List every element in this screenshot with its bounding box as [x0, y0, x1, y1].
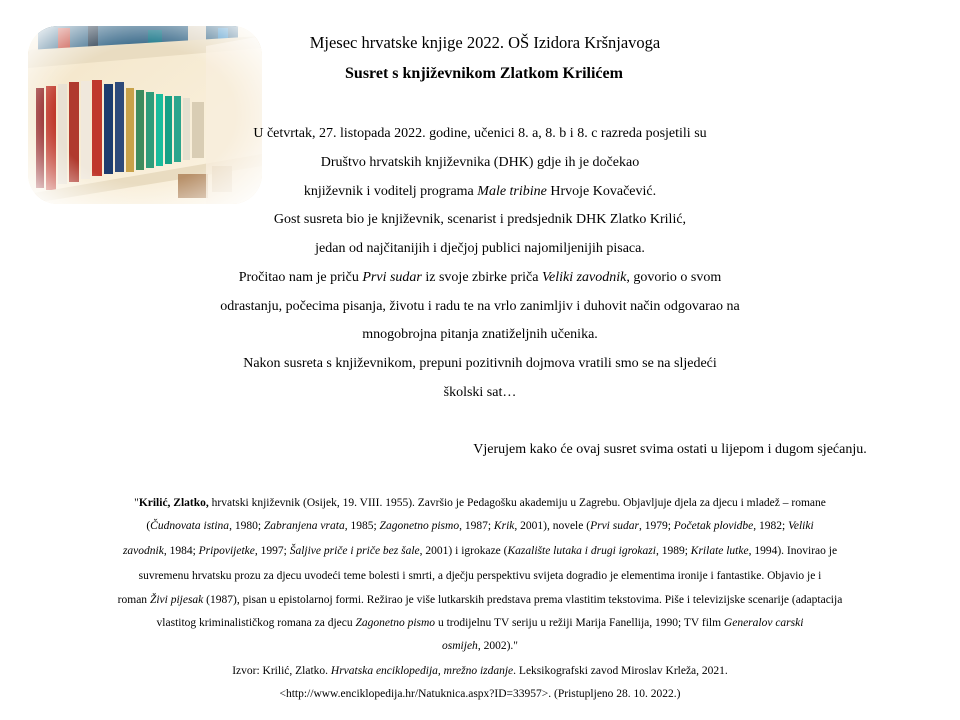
page-title: Mjesec hrvatske knjige 2022. OŠ Izidora Kršnjavoga: [309, 33, 661, 52]
body-line-3: književnik i voditelj programa Male tribine Hrvoje Kovačević.: [303, 184, 657, 199]
body-line-4: Gost susreta bio je književnik, scenarist i predsjednik DHK Zlatko Krilić,: [273, 212, 687, 227]
reference-line-3: zavodnik, 1984; Pripovijetke, 1997; Šaljive priče i priče bez šale, 2001) i igrokaze (Kazalište lutaka i drugi igrokazi, 1989; Krilate lutke, 1994). Inovirao je: [122, 545, 838, 557]
body-line-6: Pročitao nam je priču Prvi sudar iz svoje zbirke priča Veliki zavodnik, govorio o svom: [238, 270, 722, 285]
body-line-9: Nakon susreta s književnikom, prepuni pozitivnih dojmova vratili smo se na sljedeći: [243, 356, 717, 371]
reference-line-1: "Krilić, Zlatko, hrvatski književnik (Osijek, 19. VIII. 1955). Završio je Pedagošku akademiju u Zagrebu. Objavljuje djela za djecu i mladež – romane: [134, 497, 826, 509]
body-line-7: odrastanju, počecima pisanja, životu i radu te na vrlo zanimljiv i duhovit način odgovarao na: [220, 299, 740, 314]
source-line-2: <http://www.enciklopedija.hr/Natuknica.aspx?ID=33957>. (Pristupljeno 28. 10. 2022.): [279, 688, 681, 700]
body-line-10: školski sat…: [443, 385, 517, 400]
reference-line-2: (Čudnovata istina, 1980; Zabranjena vrata, 1985; Zagonetno pismo, 1987; Krik, 2001), novele (Prvi sudar, 1979; Početak plovidbe, 1982; Veliki: [146, 520, 814, 532]
reference-line-7: osmijeh, 2002).": [442, 640, 518, 652]
body-line-5: jedan od najčitanijih i dječjoj publici najomiljenijih pisaca.: [315, 241, 645, 256]
body-line-8: mnogobrojna pitanja znatiželjnih učenika.: [362, 327, 598, 342]
source-line-1: Izvor: Krilić, Zlatko. Hrvatska enciklopedija, mrežno izdanje. Leksikografski zavod Miroslav Krleža, 2021.: [232, 665, 728, 677]
reference-line-4: suvremenu hrvatsku prozu za djecu uvodeći teme bolesti i smrti, a dječju perspektivu svijeta dogradio je elementima ironije i fantastike. Objavio je i: [138, 570, 822, 582]
page-subtitle: Susret s književnikom Zlatkom Krilićem: [345, 65, 623, 82]
body-line-2: Društvo hrvatskih književnika (DHK) gdje ih je dočekao: [320, 155, 640, 170]
reference-line-5: roman Živi pijesak (1987), pisan u epistolarnoj formi. Režirao je više lutkarskih predstava prema vlastitim tekstovima. Piše i televizijske scenarije (adaptacija: [117, 594, 843, 606]
closing-sentence: Vjerujem kako će ovaj susret svima ostati u lijepom i dugom sjećanju.: [473, 442, 867, 457]
reference-line-6: vlastitog kriminalističkog romana za djecu Zagonetno pismo u trodijelnu TV seriju u režiji Marija Fanellija, 1990; TV film Generalov carski: [156, 617, 804, 629]
body-line-1: U četvrtak, 27. listopada 2022. godine, učenici 8. a, 8. b i 8. c razreda posjetili su: [253, 126, 707, 141]
